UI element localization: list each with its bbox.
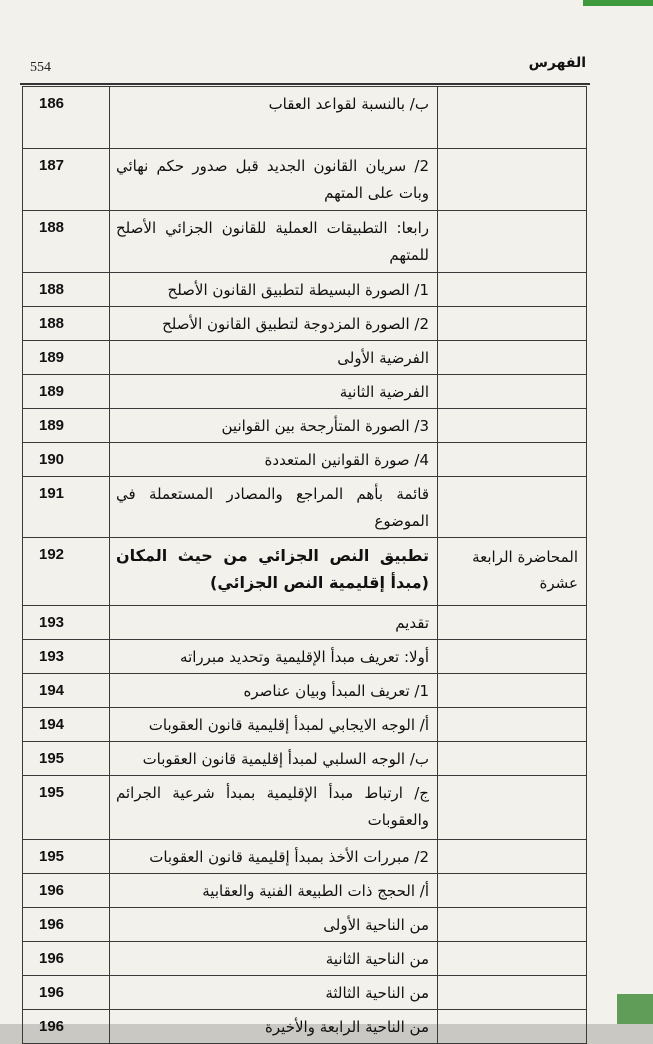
toc-section-cell (438, 976, 587, 1010)
toc-page-number: 188 (23, 307, 110, 341)
toc-entry-title: أولا: تعريف مبدأ الإقليمية وتحديد مبرراته (110, 640, 438, 674)
toc-entry-title: رابعا: التطبيقات العملية للقانون الجزائي الأصلح للمتهم (110, 211, 438, 273)
toc-entry-title: 2/ مبررات الأخذ بمبدأ إقليمية قانون العقوبات (110, 840, 438, 874)
toc-entry-title: ب/ بالنسبة لقواعد العقاب (110, 87, 438, 149)
toc-row (23, 149, 587, 211)
toc-row (23, 708, 587, 742)
section-title: الفهرس (528, 55, 586, 71)
toc-section-cell (438, 840, 587, 874)
toc-entry-title: 2/ الصورة المزدوجة لتطبيق القانون الأصلح (110, 307, 438, 341)
toc-row (23, 538, 587, 606)
toc-row (23, 341, 587, 375)
toc-page-number: 190 (23, 443, 110, 477)
page-number: 554 (30, 60, 51, 75)
toc-row (23, 840, 587, 874)
toc-section-cell (438, 87, 587, 149)
toc-section-cell (438, 273, 587, 307)
toc-section-cell (438, 409, 587, 443)
toc-page-number: 194 (23, 674, 110, 708)
toc-section-cell (438, 742, 587, 776)
toc-row (23, 1010, 587, 1044)
toc-row (23, 87, 587, 149)
toc-section-cell (438, 640, 587, 674)
toc-page-number: 188 (23, 273, 110, 307)
toc-row (23, 606, 587, 640)
toc-section-cell (438, 443, 587, 477)
toc-section-cell (438, 942, 587, 976)
toc-row (23, 307, 587, 341)
toc-section-cell (438, 375, 587, 409)
header-rule (20, 83, 590, 85)
toc-section-cell (438, 307, 587, 341)
toc-entry-title: من الناحية الأولى (110, 908, 438, 942)
toc-page-number: 196 (23, 1010, 110, 1044)
toc-row (23, 409, 587, 443)
toc-entry-title: 3/ الصورة المتأرجحة بين القوانين (110, 409, 438, 443)
toc-page-number: 186 (23, 87, 110, 149)
toc-row (23, 640, 587, 674)
toc-page-number: 189 (23, 375, 110, 409)
toc-page-number: 191 (23, 477, 110, 538)
toc-entry-title: الفرضية الثانية (110, 375, 438, 409)
toc-entry-title: 2/ سريان القانون الجديد قبل صدور حكم نهائي وبات على المتهم (110, 149, 438, 211)
toc-page-number: 189 (23, 409, 110, 443)
toc-page-number: 196 (23, 942, 110, 976)
toc-entry-title: أ/ الحجج ذات الطبيعة الفنية والعقابية (110, 874, 438, 908)
toc-entry-title: قائمة بأهم المراجع والمصادر المستعملة في الموضوع (110, 477, 438, 538)
toc-page-number: 188 (23, 211, 110, 273)
toc-entry-title: 1/ الصورة البسيطة لتطبيق القانون الأصلح (110, 273, 438, 307)
toc-entry-title: من الناحية الرابعة والأخيرة (110, 1010, 438, 1044)
toc-row (23, 776, 587, 840)
toc-entry-title: 4/ صورة القوانين المتعددة (110, 443, 438, 477)
toc-row (23, 273, 587, 307)
toc-page-number: 196 (23, 874, 110, 908)
toc-row (23, 211, 587, 273)
toc-row (23, 477, 587, 538)
toc-section-cell (438, 341, 587, 375)
toc-page-number: 193 (23, 640, 110, 674)
toc-section-cell (438, 149, 587, 211)
toc-row (23, 874, 587, 908)
toc-page-number: 196 (23, 908, 110, 942)
toc-page-number: 192 (23, 538, 110, 606)
toc-section-cell (438, 1010, 587, 1044)
toc-section-cell (438, 908, 587, 942)
toc-entry-title: من الناحية الثانية (110, 942, 438, 976)
toc-row (23, 976, 587, 1010)
table-of-contents (22, 86, 587, 1044)
toc-entry-title: ب/ الوجه السلبي لمبدأ إقليمية قانون العقوبات (110, 742, 438, 776)
toc-entry-title: من الناحية الثالثة (110, 976, 438, 1010)
toc-section-cell (438, 708, 587, 742)
toc-section-cell (438, 477, 587, 538)
toc-page-number: 195 (23, 776, 110, 840)
toc-entry-title: تقديم (110, 606, 438, 640)
scan-corner (617, 994, 653, 1024)
toc-row (23, 942, 587, 976)
toc-section-cell (438, 874, 587, 908)
toc-entry-title: تطبيق النص الجزائي من حيث المكان (مبدأ إقليمية النص الجزائي) (110, 538, 438, 606)
toc-row (23, 742, 587, 776)
toc-entry-title: أ/ الوجه الايجابي لمبدأ إقليمية قانون العقوبات (110, 708, 438, 742)
toc-page-number: 196 (23, 976, 110, 1010)
toc-section-cell: المحاضرة الرابعة عشرة (438, 538, 587, 606)
page-header (22, 48, 592, 75)
toc-page-number: 195 (23, 840, 110, 874)
toc-section-cell (438, 606, 587, 640)
scan-edge-marker (583, 0, 653, 6)
toc-page-number: 189 (23, 341, 110, 375)
toc-entry-title: ج/ ارتباط مبدأ الإقليمية بمبدأ شرعية الجرائم والعقوبات (110, 776, 438, 840)
toc-section-cell (438, 674, 587, 708)
toc-row (23, 674, 587, 708)
toc-page-number: 195 (23, 742, 110, 776)
toc-section-cell (438, 211, 587, 273)
toc-row (23, 443, 587, 477)
toc-page-number: 187 (23, 149, 110, 211)
toc-entry-title: 1/ تعريف المبدأ وبيان عناصره (110, 674, 438, 708)
toc-section-cell (438, 776, 587, 840)
toc-page-number: 193 (23, 606, 110, 640)
toc-page-number: 194 (23, 708, 110, 742)
toc-entry-title: الفرضية الأولى (110, 341, 438, 375)
toc-row (23, 908, 587, 942)
toc-row (23, 375, 587, 409)
